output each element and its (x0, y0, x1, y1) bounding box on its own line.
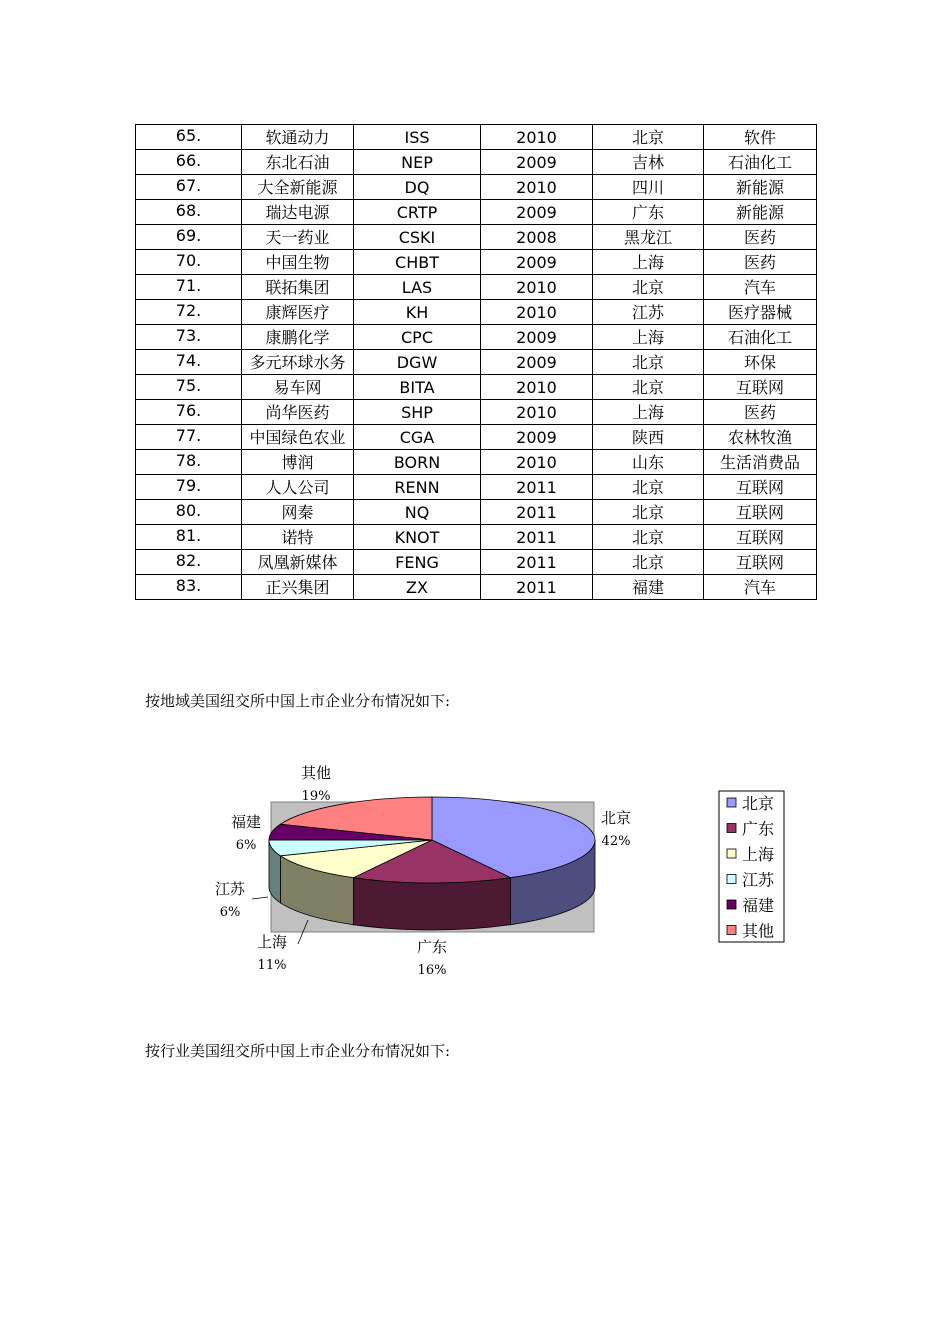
industry: 医药 (704, 400, 817, 425)
leader-line-jiangsu (252, 897, 268, 899)
row-number: 65. (136, 125, 242, 150)
company-name: 瑞达电源 (242, 200, 354, 225)
company-name: 软通动力 (242, 125, 354, 150)
row-number: 83. (136, 575, 242, 600)
company-name: 博润 (242, 450, 354, 475)
company-name: 康辉医疗 (242, 300, 354, 325)
row-number: 80. (136, 500, 242, 525)
listing-year: 2010 (481, 125, 593, 150)
industry: 软件 (704, 125, 817, 150)
region: 北京 (593, 525, 704, 550)
region: 北京 (593, 550, 704, 575)
row-number: 72. (136, 300, 242, 325)
legend-swatch-beijing (727, 798, 736, 807)
industry: 农林牧渔 (704, 425, 817, 450)
region: 山东 (593, 450, 704, 475)
ticker: SHP (354, 400, 481, 425)
row-number: 76. (136, 400, 242, 425)
region: 北京 (593, 350, 704, 375)
listing-year: 2010 (481, 300, 593, 325)
industry: 环保 (704, 350, 817, 375)
region: 陕西 (593, 425, 704, 450)
company-name: 正兴集团 (242, 575, 354, 600)
legend-swatch-shanghai (727, 849, 736, 858)
company-name: 康鹏化学 (242, 325, 354, 350)
row-number: 68. (136, 200, 242, 225)
listing-year: 2008 (481, 225, 593, 250)
region-caption: 按地域美国纽交所中国上市企业分布情况如下: (145, 692, 451, 710)
ticker: LAS (354, 275, 481, 300)
slice-value-fujian: 6% (235, 838, 257, 853)
legend-label-shanghai: 上海 (742, 845, 775, 864)
ticker: ZX (354, 575, 481, 600)
pie-side-guangdong (353, 878, 510, 930)
slice-value-beijing: 42% (601, 834, 631, 849)
listing-year: 2009 (481, 425, 593, 450)
slice-label-guangdong: 广东 (416, 938, 448, 956)
listing-year: 2011 (481, 575, 593, 600)
industry: 医疗器械 (704, 300, 817, 325)
region: 北京 (593, 275, 704, 300)
listing-year: 2011 (481, 525, 593, 550)
row-number: 67. (136, 175, 242, 200)
company-name: 尚华医药 (242, 400, 354, 425)
legend-swatch-jiangsu (727, 875, 736, 884)
slice-value-guangdong: 16% (417, 963, 447, 978)
ticker: NEP (354, 150, 481, 175)
company-name: 人人公司 (242, 475, 354, 500)
row-number: 79. (136, 475, 242, 500)
listing-year: 2010 (481, 400, 593, 425)
industry: 生活消费品 (704, 450, 817, 475)
slice-label-fujian: 福建 (230, 813, 262, 831)
industry: 互联网 (704, 550, 817, 575)
row-number: 78. (136, 450, 242, 475)
industry: 新能源 (704, 200, 817, 225)
ticker: CPC (354, 325, 481, 350)
listing-year: 2009 (481, 250, 593, 275)
legend-label-beijing: 北京 (742, 794, 775, 813)
listing-year: 2009 (481, 325, 593, 350)
ticker: DQ (354, 175, 481, 200)
legend-swatch-fujian (727, 900, 736, 909)
legend-swatch-guangdong (727, 824, 736, 833)
slice-label-jiangsu: 江苏 (214, 880, 246, 898)
slice-label-shanghai: 上海 (256, 933, 288, 951)
company-name: 凤凰新媒体 (242, 550, 354, 575)
listing-year: 2010 (481, 175, 593, 200)
industry: 新能源 (704, 175, 817, 200)
row-number: 75. (136, 375, 242, 400)
region: 福建 (593, 575, 704, 600)
industry: 汽车 (704, 275, 817, 300)
ticker: KNOT (354, 525, 481, 550)
region: 上海 (593, 325, 704, 350)
listing-year: 2010 (481, 450, 593, 475)
region: 北京 (593, 125, 704, 150)
region: 黑龙江 (593, 225, 704, 250)
listing-year: 2011 (481, 475, 593, 500)
industry: 互联网 (704, 500, 817, 525)
ticker: CRTP (354, 200, 481, 225)
listing-year: 2009 (481, 350, 593, 375)
company-name: 诺特 (242, 525, 354, 550)
ticker: CGA (354, 425, 481, 450)
row-number: 77. (136, 425, 242, 450)
ticker: CSKI (354, 225, 481, 250)
slice-value-other: 19% (301, 789, 331, 804)
industry: 互联网 (704, 475, 817, 500)
listing-year: 2009 (481, 200, 593, 225)
company-name: 天一药业 (242, 225, 354, 250)
row-number: 69. (136, 225, 242, 250)
ticker: BORN (354, 450, 481, 475)
company-name: 中国绿色农业 (242, 425, 354, 450)
legend-label-fujian: 福建 (742, 896, 775, 915)
company-name: 网秦 (242, 500, 354, 525)
ticker: DGW (354, 350, 481, 375)
industry: 互联网 (704, 375, 817, 400)
row-number: 71. (136, 275, 242, 300)
legend-label-jiangsu: 江苏 (742, 870, 775, 890)
ticker: CHBT (354, 250, 481, 275)
ticker: ISS (354, 125, 481, 150)
region: 四川 (593, 175, 704, 200)
ticker: NQ (354, 500, 481, 525)
region: 北京 (593, 375, 704, 400)
industry: 石油化工 (704, 150, 817, 175)
region: 广东 (593, 200, 704, 225)
industry: 医药 (704, 225, 817, 250)
region: 北京 (593, 475, 704, 500)
legend-box (719, 791, 784, 942)
row-number: 82. (136, 550, 242, 575)
legend-label-guangdong: 广东 (742, 819, 775, 839)
row-number: 66. (136, 150, 242, 175)
row-number: 70. (136, 250, 242, 275)
company-name: 多元环球水务 (242, 350, 354, 375)
slice-value-shanghai: 11% (257, 958, 287, 973)
company-name: 大全新能源 (242, 175, 354, 200)
listing-year: 2010 (481, 275, 593, 300)
company-name: 中国生物 (242, 250, 354, 275)
ticker: BITA (354, 375, 481, 400)
slice-label-beijing: 北京 (600, 809, 632, 827)
region: 吉林 (593, 150, 704, 175)
listing-year: 2010 (481, 375, 593, 400)
row-number: 73. (136, 325, 242, 350)
row-number: 74. (136, 350, 242, 375)
legend-swatch-other (727, 926, 736, 935)
industry: 互联网 (704, 525, 817, 550)
industry: 石油化工 (704, 325, 817, 350)
company-name: 联拓集团 (242, 275, 354, 300)
industry-caption: 按行业美国纽交所中国上市企业分布情况如下: (145, 1042, 451, 1060)
industry: 汽车 (704, 575, 817, 600)
slice-label-other: 其他 (300, 764, 332, 782)
legend-label-other: 其他 (742, 921, 775, 941)
region: 上海 (593, 400, 704, 425)
listing-year: 2009 (481, 150, 593, 175)
company-name: 东北石油 (242, 150, 354, 175)
ticker: KH (354, 300, 481, 325)
region: 上海 (593, 250, 704, 275)
industry: 医药 (704, 250, 817, 275)
ticker: FENG (354, 550, 481, 575)
ticker: RENN (354, 475, 481, 500)
row-number: 81. (136, 525, 242, 550)
region: 北京 (593, 500, 704, 525)
company-name: 易车网 (242, 375, 354, 400)
region: 江苏 (593, 300, 704, 325)
listing-year: 2011 (481, 550, 593, 575)
slice-value-jiangsu: 6% (219, 905, 241, 920)
listing-year: 2011 (481, 500, 593, 525)
